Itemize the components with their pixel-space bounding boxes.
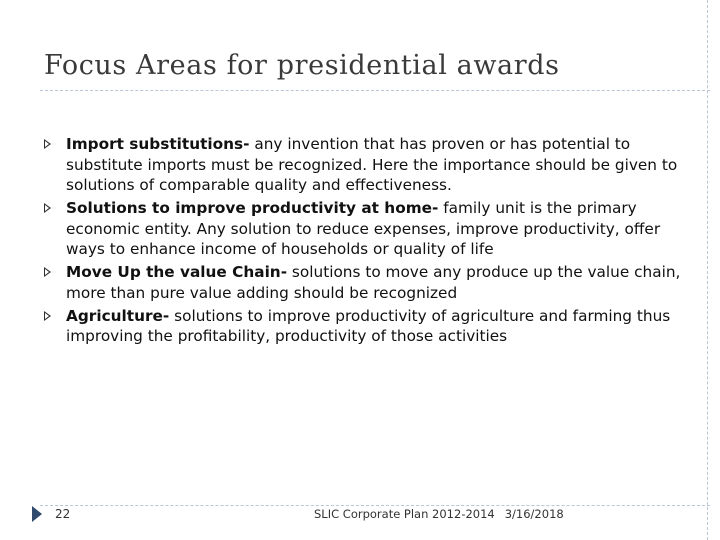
page-number: 22: [55, 507, 71, 521]
footer-label: [314, 507, 564, 521]
arrow-bullet-icon: [44, 203, 51, 213]
bullet-text: solutions to move any produce up the value chain, more than pure value adding should be recognized: [66, 263, 681, 302]
bullet-heading: Agriculture-: [66, 306, 170, 325]
bullet-item-import-substitutions: [44, 134, 694, 196]
bullet-text: solutions to improve productivity of agriculture and farming thus improving the profitability, productivity of those activities: [66, 306, 671, 345]
footer-divider: [40, 505, 710, 506]
bullet-item-value-chain: [44, 262, 694, 303]
arrow-bullet-icon: [44, 267, 51, 277]
bullet-heading: Import substitutions-: [66, 135, 250, 153]
right-divider: [707, 0, 708, 540]
bullet-list: [44, 134, 694, 349]
triangle-marker-icon: [32, 506, 42, 522]
bullet-item-productivity-at-home: [44, 198, 694, 260]
footer-date: 3/16/2018: [504, 507, 564, 521]
bullet-item-agriculture: [44, 306, 694, 347]
arrow-bullet-icon: [44, 311, 51, 321]
arrow-bullet-icon: [44, 139, 51, 149]
title-divider: [40, 90, 710, 91]
slide-title: Focus Areas for presidential awards: [44, 50, 560, 81]
bullet-heading: Move Up the value Chain-: [66, 263, 288, 281]
bullet-text: family unit is the primary economic entity. Any solution to reduce expenses, improve productivity, offer ways to enhance income of households or quality of life: [66, 199, 661, 258]
bullet-heading: Solutions to improve productivity at home-: [66, 199, 439, 217]
footer-corporate-plan: SLIC Corporate Plan 2012-2014: [314, 507, 495, 521]
bullet-text: any invention that has proven or has potential to substitute imports must be recognized. Here the importance should be given to solutions of comparable quality and effectiveness.: [66, 135, 678, 194]
